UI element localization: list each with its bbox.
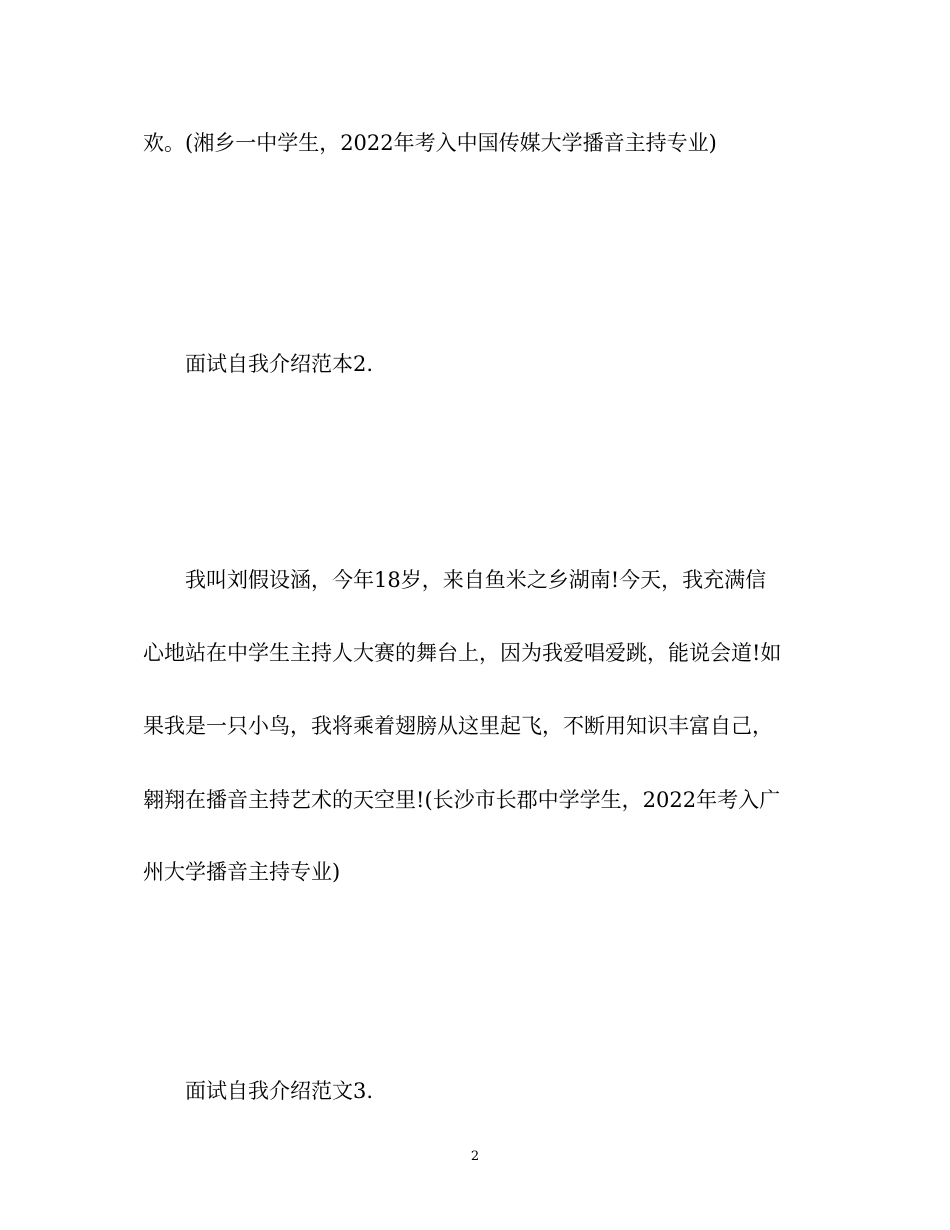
paragraph-2-line-2: 心地站在中学生主持人大赛的舞台上，因为我爱唱爱跳，能说会道!如 [143,641,782,665]
paragraph-2-line-1: 我叫刘假设涵，今年18岁，来自鱼米之乡湖南!今天，我充满信 [185,568,767,592]
paragraph-2-line-3: 果我是一只小鸟，我将乘着翅膀从这里起飞，不断用知识丰富自己， [143,714,773,738]
heading-sample-2: 面试自我介绍范本2. [185,352,374,376]
page-number: 2 [470,1149,480,1164]
paragraph-2-line-5: 州大学播音主持专业) [143,860,341,884]
paragraph-2-line-4: 翱翔在播音主持艺术的天空里!(长沙市长郡中学学生，2022年考入广 [143,788,781,812]
paragraph-1-tail-line: 欢。(湘乡一中学生，2022年考入中国传媒大学播音主持专业) [143,131,717,155]
heading-sample-3: 面试自我介绍范文3. [185,1079,374,1103]
